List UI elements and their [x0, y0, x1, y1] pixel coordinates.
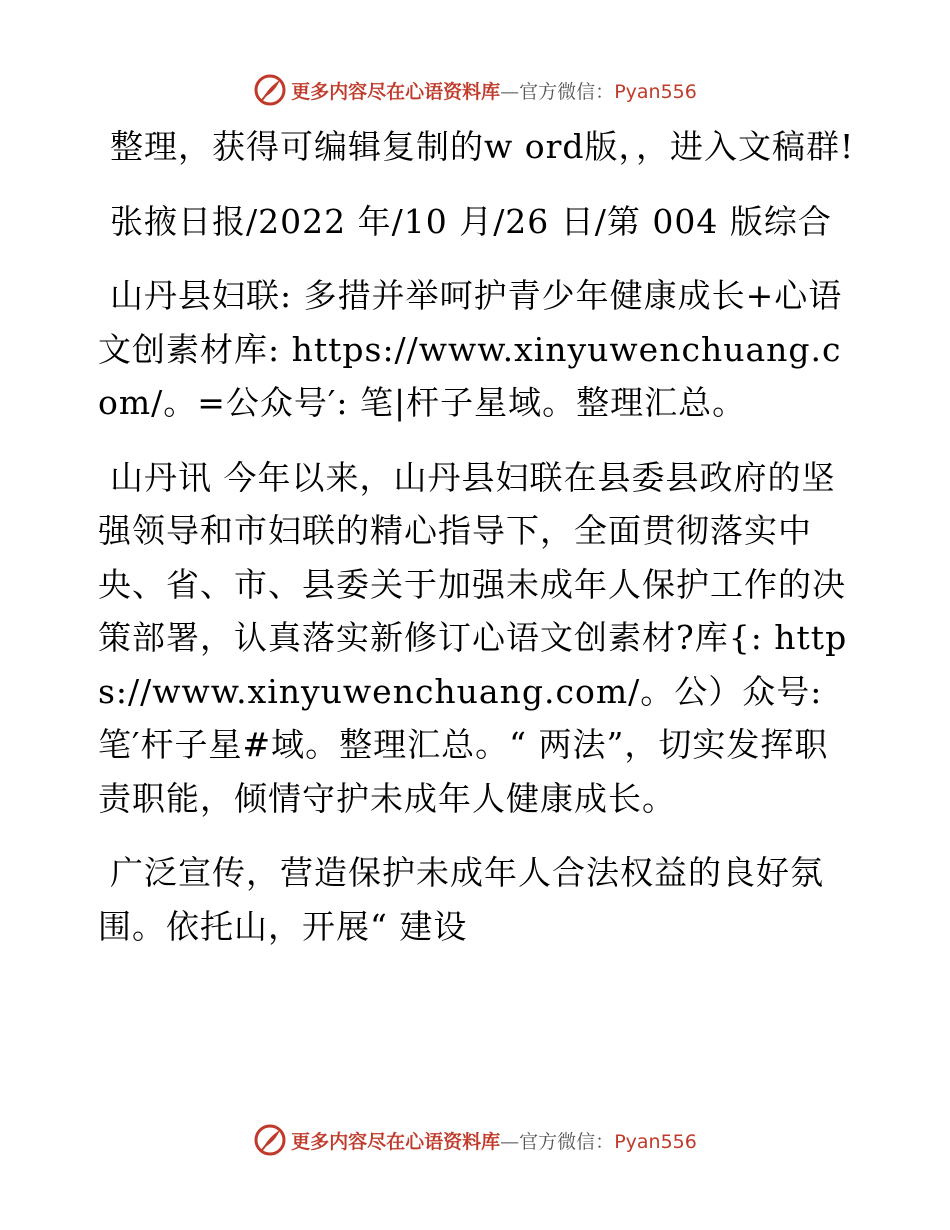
paragraph-intro [98, 120, 858, 174]
banner-wechat-label: 官方微信： [519, 1130, 615, 1153]
banner-wechat-id: Pyan556 [614, 80, 697, 103]
paragraph-headline [98, 269, 858, 430]
feather-pen-logo-icon [253, 1123, 287, 1157]
paragraph-text: 整理，获得可编辑复制的w ord版，，进入文稿群! [110, 127, 855, 166]
document-body [98, 120, 858, 974]
banner-separator: — [500, 1130, 520, 1153]
banner-separator: — [500, 80, 520, 103]
banner-wechat-id: Pyan556 [614, 1130, 697, 1153]
banner-brand: 更多内容尽在心语资料库 [291, 1130, 501, 1153]
paragraph-body-2 [98, 846, 858, 953]
paragraph-text: 山丹讯 今年以来，山丹县妇联在县委县政府的坚强领导和市妇联的精心指导下，全面贯彻落实中央、省、市、县委关于加强未成年人保护工作的决策部署，认真落实新修订心语文创素材?库{: https://www.xinyuwenchuang.com/。公）众号: 笔′杆子星#域。整理汇总。“ 两法”，切实发挥职责职能，倾情守护未成年人健康成长。 [98, 457, 848, 818]
banner-text [291, 1127, 697, 1154]
paragraph-text: 张掖日报/2022 年/10 月/26 日/第 004 版综合 [110, 201, 832, 241]
paragraph-source-line [98, 195, 858, 249]
paragraph-text: 广泛宣传，营造保护未成年人合法权益的良好氛围。依托山，开展“ 建设 [98, 853, 824, 946]
banner-brand: 更多内容尽在心语资料库 [291, 80, 501, 103]
header-watermark-banner [0, 70, 950, 110]
banner-wechat-label: 官方微信： [519, 80, 615, 103]
paragraph-body-1 [98, 451, 858, 826]
feather-pen-logo-icon [253, 73, 287, 107]
footer-watermark-banner [0, 1120, 950, 1160]
banner-text [291, 77, 697, 104]
paragraph-text: 山丹县妇联: 多措并举呵护青少年健康成长+心语文创素材库: https://www.xinyuwenchuang.com/。=公众号′: 笔|杆子星域。整理汇总。 [98, 276, 843, 422]
